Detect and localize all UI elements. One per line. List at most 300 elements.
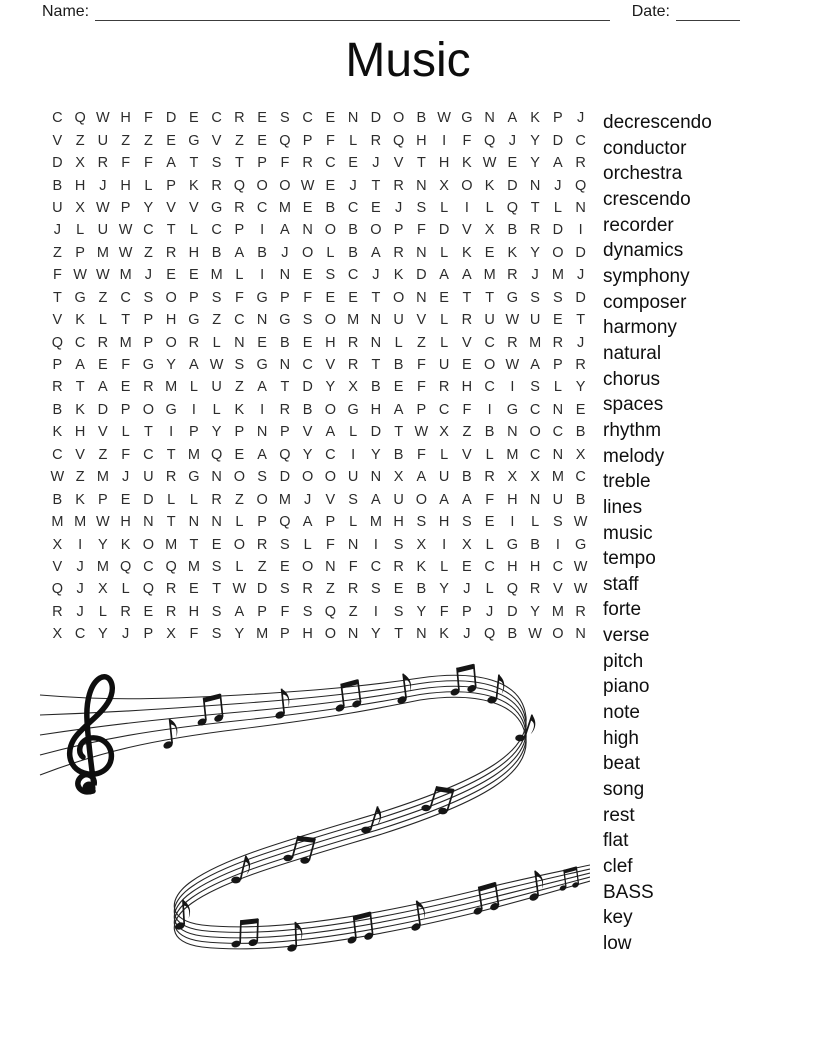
grid-letter: G [574,536,587,553]
grid-letter: U [52,199,63,216]
grid-letter: O [256,491,268,508]
grid-letter: T [166,222,176,239]
grid-letter: N [256,424,268,441]
grid-letter: P [143,626,154,643]
grid-letter: Y [575,379,586,396]
grid-letter: L [326,244,335,261]
grid-letter: H [438,514,450,531]
grid-letter: X [75,155,85,172]
grid-letter: D [575,244,586,261]
grid-letter: N [302,222,313,239]
grid-letter: R [347,581,359,598]
grid-letter: J [395,199,403,216]
grid-letter: R [552,334,564,351]
grid-letter: R [484,469,495,486]
grid-letter: C [256,199,268,216]
grid-letter: W [96,514,110,531]
grid-letter: S [553,514,563,531]
page-title: Music [345,34,471,87]
grid-letter: P [166,177,176,194]
grid-letter: P [52,357,63,374]
grid-letter: A [439,491,449,508]
grid-letter: Q [233,177,246,194]
grid-letter: M [165,379,178,396]
word-list-item: high [603,727,639,749]
word-list-item: BASS [603,881,654,903]
word-list-item: spaces [603,394,664,416]
grid-letter: E [189,110,199,127]
grid-letter: Y [211,424,222,441]
grid-letter: D [165,110,177,127]
grid-letter: L [349,424,358,441]
grid-letter: B [484,424,495,441]
grid-letter: S [302,603,313,620]
grid-letter: U [347,469,359,486]
grid-letter: S [211,558,222,575]
grid-letter: B [530,536,540,553]
grid-letter: L [440,199,449,216]
grid-letter: P [234,222,245,239]
grid-letter: L [440,312,449,329]
grid-letter: M [210,267,223,284]
grid-letter: O [324,312,337,329]
grid-letter: T [416,155,426,172]
grid-letter: S [530,289,540,306]
grid-letter: E [507,155,518,172]
grid-letter: E [302,267,313,284]
grid-letter: Y [98,626,108,643]
grid-letter: L [189,379,198,396]
grid-letter: Y [530,603,540,620]
grid-letter: O [324,222,337,239]
grid-letter: O [165,334,177,351]
grid-letter: S [211,626,222,643]
grid-letter: K [189,177,199,194]
grid-letter: Q [392,132,405,149]
grid-letter: K [416,558,427,575]
grid-letter: M [119,334,132,351]
grid-letter: H [302,626,313,643]
grid-letter: Z [143,244,153,261]
grid-letter: B [575,424,586,441]
grid-letter: O [370,222,382,239]
grid-letter: E [484,244,495,261]
grid-letter: C [74,626,86,643]
grid-letter: W [505,357,520,374]
word-list-item: piano [603,676,650,698]
grid-letter: C [529,401,541,418]
grid-letter: H [165,312,177,329]
grid-letter: E [98,357,108,374]
grid-letter: P [416,401,427,418]
grid-letter: X [52,536,63,553]
grid-letter: R [529,222,541,239]
grid-letter: E [371,199,381,216]
grid-letter: X [439,424,449,441]
grid-letter: F [143,110,153,127]
grid-letter: G [506,289,519,306]
grid-letter: R [529,581,541,598]
grid-letter: N [370,469,382,486]
grid-letter: P [280,289,290,306]
grid-letter: D [438,222,450,239]
grid-letter: Z [143,132,153,149]
grid-letter: E [189,267,199,284]
grid-letter: P [98,491,108,508]
grid-letter: Z [212,312,222,329]
grid-letter: P [143,334,154,351]
grid-letter: A [371,491,381,508]
word-list-item: staff [603,573,639,595]
grid-letter: N [416,289,427,306]
grid-letter: A [280,222,290,239]
grid-letter: R [507,334,518,351]
grid-letter: Q [324,603,337,620]
grid-letter: A [257,379,267,396]
grid-letter: A [234,244,245,261]
grid-letter: J [463,626,471,643]
word-list-item: key [603,907,633,929]
grid-letter: Q [483,626,496,643]
grid-letter: B [371,379,381,396]
grid-letter: E [257,110,267,127]
grid-letter: L [98,603,107,620]
grid-letter: A [416,469,427,486]
grid-letter: N [256,312,268,329]
grid-letter: R [143,379,154,396]
grid-letter: D [416,267,427,284]
grid-letter: C [74,334,86,351]
grid-letter: I [578,222,583,239]
grid-letter: Z [75,132,85,149]
grid-letter: D [256,581,268,598]
grid-letter: D [507,603,518,620]
grid-letter: C [302,357,313,374]
grid-letter: F [189,626,199,643]
grid-letter: B [211,244,222,261]
grid-letter: R [165,469,177,486]
grid-letter: J [122,626,130,643]
grid-letter: L [212,401,221,418]
grid-letter: C [143,446,154,463]
grid-letter: J [577,334,585,351]
word-list-item: conductor [603,137,687,159]
grid-letter: W [505,312,520,329]
grid-letter: N [188,514,200,531]
word-search-grid[interactable] [46,107,592,646]
grid-letter: B [52,491,63,508]
grid-letter: M [506,446,519,463]
grid-letter: A [371,244,381,261]
grid-letter: B [416,581,427,598]
grid-letter: K [234,401,245,418]
grid-letter: R [370,132,382,149]
grid-letter: O [256,177,268,194]
grid-letter: S [348,491,358,508]
word-list-item: chorus [603,368,661,390]
grid-letter: L [121,424,130,441]
grid-letter: Z [121,132,131,149]
grid-letter: E [166,132,176,149]
grid-letter: H [325,334,336,351]
grid-letter: F [439,603,449,620]
grid-letter: I [373,536,378,553]
grid-letter: T [394,424,404,441]
grid-letter: M [187,558,200,575]
grid-letter: O [483,357,496,374]
grid-letter: H [438,155,450,172]
name-label: Name: [42,3,90,20]
grid-letter: O [552,244,564,261]
grid-letter: W [437,110,451,127]
grid-letter: R [165,581,177,598]
grid-letter: Z [416,334,426,351]
grid-letter: L [167,491,176,508]
grid-letter: Z [234,379,244,396]
grid-letter: E [257,334,267,351]
grid-letter: B [280,334,290,351]
word-list-item: note [603,702,640,724]
grid-letter: S [325,267,336,284]
grid-letter: G [188,132,200,149]
grid-letter: E [462,558,472,575]
grid-letter: G [74,289,86,306]
grid-letter: B [393,446,404,463]
grid-letter: X [530,469,540,486]
grid-letter: C [575,132,586,149]
grid-letter: U [211,379,222,396]
grid-letter: F [121,357,131,374]
grid-letter: R [393,244,404,261]
grid-letter: U [484,312,495,329]
grid-letter: S [553,289,563,306]
grid-letter: A [257,446,267,463]
grid-letter: Q [574,177,587,194]
grid-letter: Y [416,603,427,620]
grid-letter: A [393,401,404,418]
grid-letter: R [438,379,450,396]
grid-letter: Z [98,289,108,306]
grid-letter: N [325,558,336,575]
grid-letter: F [325,132,335,149]
grid-letter: A [439,267,449,284]
grid-letter: Z [348,603,358,620]
grid-letter: E [553,312,563,329]
grid-letter: H [461,379,473,396]
grid-letter: C [575,469,586,486]
grid-letter: R [347,357,359,374]
grid-letter: L [440,244,449,261]
grid-letter: L [212,334,221,351]
grid-letter: E [348,155,358,172]
grid-letter: B [507,222,518,239]
word-list-item: flat [603,830,629,852]
grid-letter: F [280,603,290,620]
grid-letter: F [303,289,313,306]
grid-letter: S [280,581,290,598]
grid-letter: N [279,357,291,374]
grid-letter: V [166,199,176,216]
grid-letter: X [507,469,518,486]
grid-letter: J [122,469,130,486]
grid-letter: H [120,110,131,127]
grid-letter: R [575,357,586,374]
grid-letter: A [234,603,245,620]
grid-letter: Y [371,626,381,643]
grid-letter: V [416,312,427,329]
grid-letter: K [462,244,472,261]
grid-letter: S [416,199,427,216]
grid-letter: M [278,491,291,508]
grid-letter: C [552,424,564,441]
grid-letter: I [442,536,447,553]
grid-letter: J [53,222,61,239]
grid-letter: V [553,581,563,598]
grid-letter: C [347,267,359,284]
word-list-item: dynamics [603,240,684,262]
grid-letter: V [462,222,472,239]
grid-letter: T [52,289,62,306]
grid-letter: F [348,558,358,575]
grid-letter: X [393,469,404,486]
grid-letter: G [347,401,359,418]
grid-letter: F [280,155,290,172]
grid-letter: W [573,558,588,575]
grid-letter: N [234,334,245,351]
grid-letter: R [302,155,313,172]
grid-letter: N [143,514,154,531]
grid-letter: O [461,177,473,194]
grid-letter: Y [98,536,108,553]
grid-letter: W [414,424,429,441]
grid-letter: B [348,244,358,261]
grid-letter: W [96,267,110,284]
grid-letter: W [96,199,110,216]
grid-letter: M [369,514,382,531]
grid-letter: L [553,379,562,396]
grid-letter: P [143,312,154,329]
date-input-line[interactable] [676,5,740,21]
grid-letter: S [416,514,427,531]
grid-letter: N [484,110,495,127]
grid-letter: F [234,289,244,306]
music-staff-decoration [30,660,590,960]
grid-letter: K [75,491,85,508]
grid-letter: T [280,379,290,396]
grid-letter: O [324,401,337,418]
grid-letter: W [573,514,588,531]
grid-letter: E [484,514,495,531]
grid-letter: I [373,603,378,620]
grid-letter: I [555,536,560,553]
word-list-item: tempo [603,548,656,570]
grid-letter: A [553,155,563,172]
grid-letter: K [75,401,85,418]
grid-letter: P [462,603,472,620]
grid-letter: O [142,536,155,553]
grid-letter: R [461,312,473,329]
grid-letter: E [302,199,313,216]
grid-letter: E [120,491,131,508]
grid-letter: O [279,177,291,194]
grid-letter: R [211,491,222,508]
grid-letter: H [120,177,131,194]
grid-letter: E [302,334,313,351]
grid-letter: T [189,155,199,172]
grid-letter: P [189,289,199,306]
word-list [603,110,803,957]
grid-letter: H [188,244,200,261]
grid-letter: Q [506,199,519,216]
grid-letter: J [486,603,494,620]
grid-letter: L [76,222,85,239]
grid-letter: M [165,536,178,553]
grid-letter: U [438,469,450,486]
grid-letter: N [529,177,541,194]
grid-letter: J [554,177,562,194]
grid-letter: U [438,357,450,374]
grid-letter: W [232,581,247,598]
grid-letter: R [575,155,586,172]
grid-letter: V [393,155,404,172]
grid-letter: M [96,469,109,486]
grid-letter: O [301,469,314,486]
grid-letter: J [304,491,312,508]
grid-letter: O [301,558,314,575]
grid-letter: N [347,536,359,553]
grid-letter: E [166,267,176,284]
grid-letter: K [530,110,540,127]
grid-letter: P [553,110,563,127]
grid-letter: P [280,626,290,643]
grid-letter: A [98,379,108,396]
grid-letter: R [279,401,291,418]
grid-letter: P [553,357,563,374]
grid-letter: H [507,491,518,508]
grid-letter: C [370,558,382,575]
grid-letter: E [257,132,267,149]
grid-letter: D [302,379,313,396]
grid-letter: C [302,110,313,127]
grid-letter: K [52,424,63,441]
grid-letter: U [529,312,541,329]
grid-letter: M [74,514,87,531]
grid-letter: M [256,626,269,643]
grid-letter: Y [143,199,154,216]
grid-letter: V [325,357,336,374]
grid-letter: Q [51,334,64,351]
grid-letter: P [120,199,131,216]
grid-letter: R [97,334,109,351]
grid-letter: G [142,357,155,374]
grid-letter: C [143,222,154,239]
grid-letter: G [165,401,177,418]
grid-letter: U [393,312,404,329]
grid-letter: B [302,401,313,418]
grid-letter: D [279,469,291,486]
grid-letter: Q [279,446,291,463]
grid-letter: C [325,446,336,463]
name-input-line[interactable] [95,5,610,21]
grid-letter: V [98,424,108,441]
grid-letter: S [371,581,381,598]
grid-letter: I [510,514,515,531]
grid-letter: I [510,379,515,396]
grid-letter: C [484,334,495,351]
grid-letter: O [529,424,541,441]
grid-letter: Z [325,581,335,598]
grid-letter: N [552,446,564,463]
